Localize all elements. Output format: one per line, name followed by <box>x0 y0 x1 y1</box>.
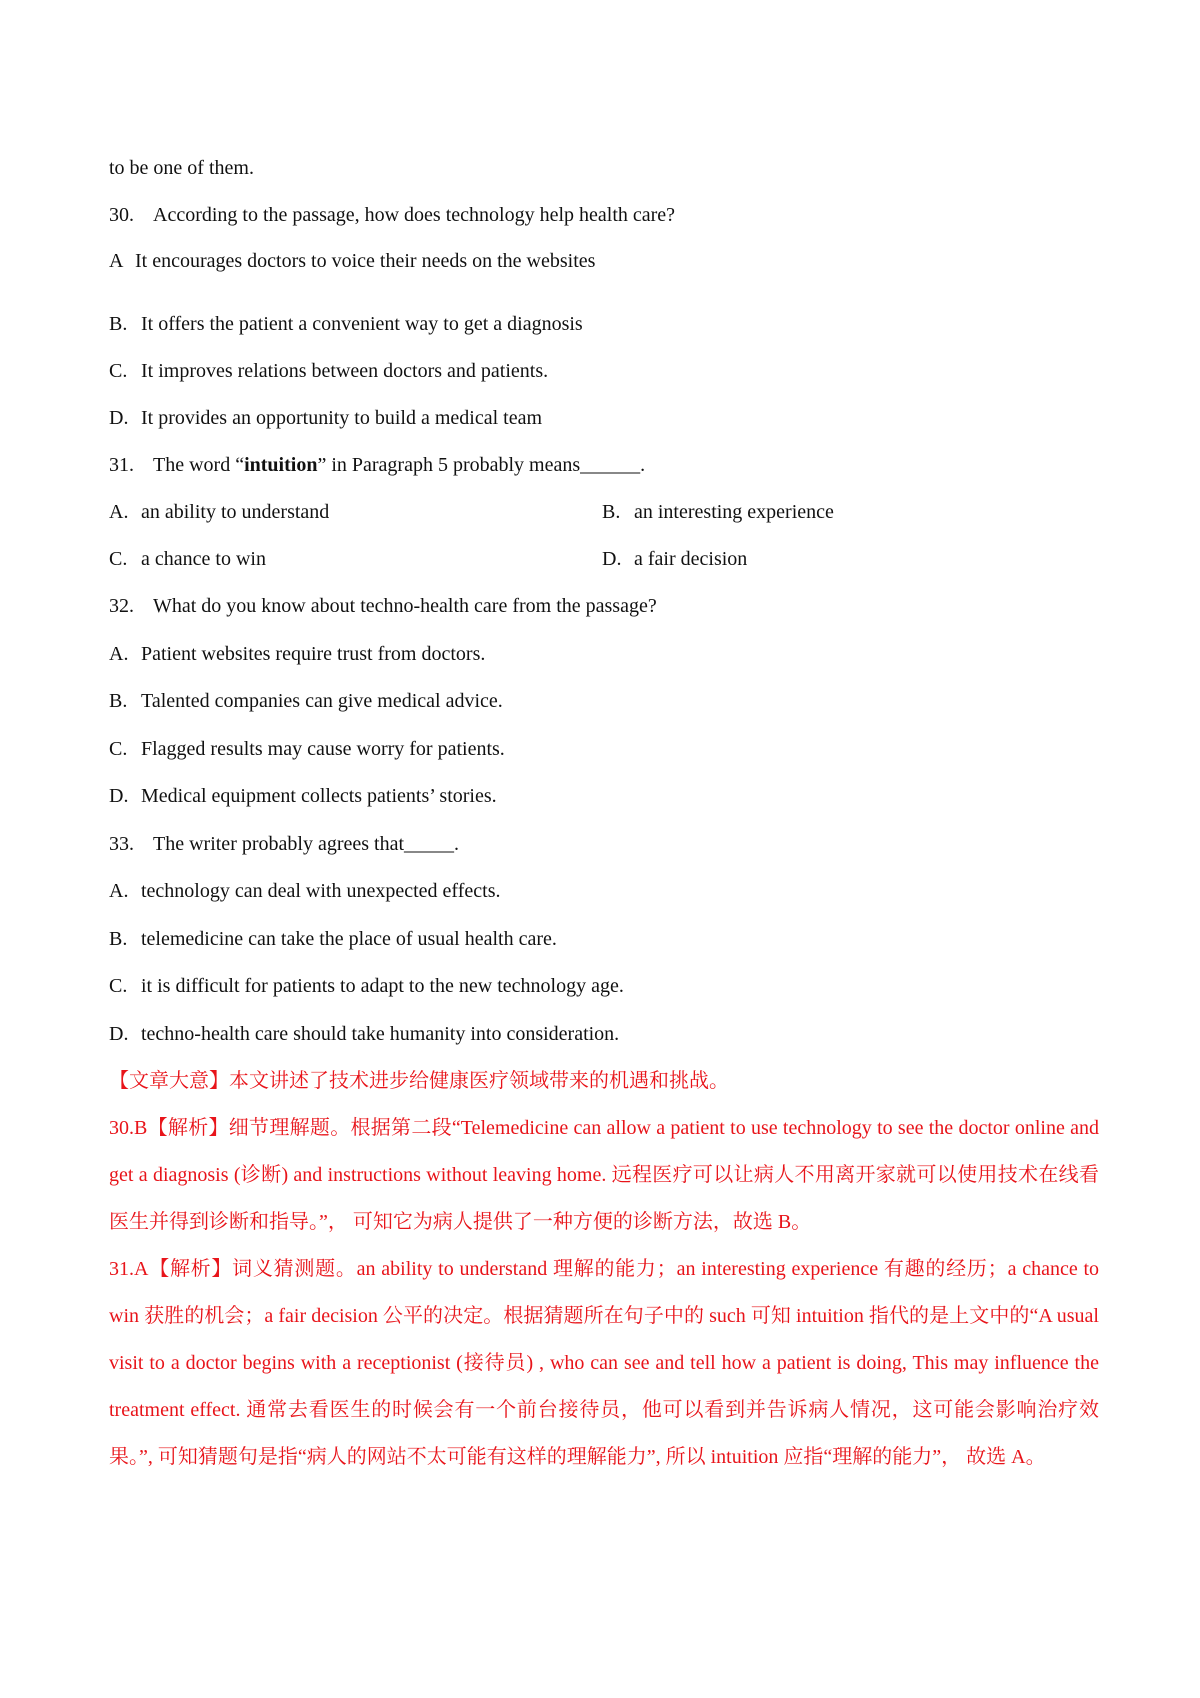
option-30-d <box>109 405 542 431</box>
question-31 <box>109 452 645 478</box>
option-30-a <box>109 248 595 274</box>
option-text: Medical equipment collects patients’ stories. <box>141 785 497 807</box>
option-32-d <box>109 783 497 809</box>
question-number: 30. <box>109 204 134 226</box>
option-text: a chance to win <box>141 548 266 570</box>
option-letter: A. <box>109 643 129 665</box>
option-letter: B. <box>109 690 128 712</box>
option-letter: D. <box>109 407 129 429</box>
option-letter: A <box>109 250 124 272</box>
option-letter: D. <box>602 548 622 570</box>
article-summary: 【文章大意】本文讲述了技术进步给健康医疗领域带来的机遇和挑战。 <box>109 1070 729 1092</box>
option-letter: A. <box>109 501 129 523</box>
question-number: 31. <box>109 454 134 476</box>
option-text: It offers the patient a convenient way to get a diagnosis <box>141 313 583 335</box>
option-33-b <box>109 926 557 952</box>
question-text: The writer probably agrees that_____. <box>153 833 460 855</box>
option-text: an ability to understand <box>141 501 330 523</box>
answer-30-explanation: 30.B【解析】细节理解题。根据第二段“Telemedicine can allow a patient to use technology to see the doctor online and get a diagnosis (诊断) and instructions without leaving home. 远程医疗可以让病人不用离开家就可以使用技术在线看医生并得到诊断和指导。”， 可知它为病人提供了一种方便的诊断方法，故选 B。 <box>109 1117 1099 1233</box>
option-letter: B. <box>109 928 128 950</box>
question-number: 33. <box>109 833 134 855</box>
option-text: a fair decision <box>634 548 748 570</box>
option-text: It provides an opportunity to build a medical team <box>141 407 543 429</box>
option-letter: C. <box>109 360 128 382</box>
option-text: an interesting experience <box>634 501 834 523</box>
option-letter: A. <box>109 880 129 902</box>
answer-section <box>109 1058 1099 1481</box>
option-text: It improves relations between doctors and patients. <box>141 360 549 382</box>
question-text: What do you know about techno-health care from the passage? <box>153 595 657 617</box>
option-33-a <box>109 878 500 904</box>
option-letter: B. <box>109 313 128 335</box>
question-text-after: ” in Paragraph 5 probably means______. <box>317 454 646 476</box>
option-text: technology can deal with unexpected effects. <box>141 880 501 902</box>
option-31-c <box>109 546 266 572</box>
option-text: Talented companies can give medical advice. <box>141 690 503 712</box>
option-33-d <box>109 1021 619 1047</box>
option-31-b <box>602 499 834 525</box>
option-32-c <box>109 736 505 762</box>
option-text: It encourages doctors to voice their needs on the websites <box>135 250 596 272</box>
option-text: it is difficult for patients to adapt to the new technology age. <box>141 975 624 997</box>
option-30-b <box>109 311 583 337</box>
question-text: According to the passage, how does technology help health care? <box>153 204 676 226</box>
option-33-c <box>109 973 624 999</box>
question-keyword: intuition <box>244 454 318 476</box>
option-32-b <box>109 688 503 714</box>
option-31-d <box>602 546 747 572</box>
question-text-before: The word “ <box>153 454 245 476</box>
question-33 <box>109 831 459 857</box>
option-letter: D. <box>109 785 129 807</box>
question-30 <box>109 202 675 228</box>
option-letter: C. <box>109 975 128 997</box>
intro-line: to be one of them. <box>109 157 254 179</box>
option-30-c <box>109 358 548 384</box>
answer-31-explanation: 31.A【解析】词义猜测题。an ability to understand 理解的能力；an interesting experience 有趣的经历；a chance to win 获胜的机会；a fair decision 公平的决定。根据猜题所在句子中的 such 可知 intuition 指代的是上文中的“A usual visit to a doctor begins with a receptionist (接待员) , who can see and tell how a patient is doing, This may influence the treatment effect. 通常去看医生的时候会有一个前台接待员，他可以看到并告诉病人情况，这可能会影响治疗效果。”, 可知猜题句是指“病人的网站不太可能有这样的理解能力”, 所以 intuition 应指“理解的能力”， 故选 A。 <box>109 1258 1099 1468</box>
option-text: telemedicine can take the place of usual health care. <box>141 928 557 950</box>
option-31-a <box>109 499 329 525</box>
option-letter: B. <box>602 501 621 523</box>
option-letter: C. <box>109 548 128 570</box>
question-32 <box>109 593 657 619</box>
option-letter: C. <box>109 738 128 760</box>
option-32-a <box>109 641 485 667</box>
option-text: Flagged results may cause worry for patients. <box>141 738 505 760</box>
option-text: techno-health care should take humanity into consideration. <box>141 1023 620 1045</box>
option-letter: D. <box>109 1023 129 1045</box>
question-number: 32. <box>109 595 134 617</box>
option-text: Patient websites require trust from doctors. <box>141 643 486 665</box>
